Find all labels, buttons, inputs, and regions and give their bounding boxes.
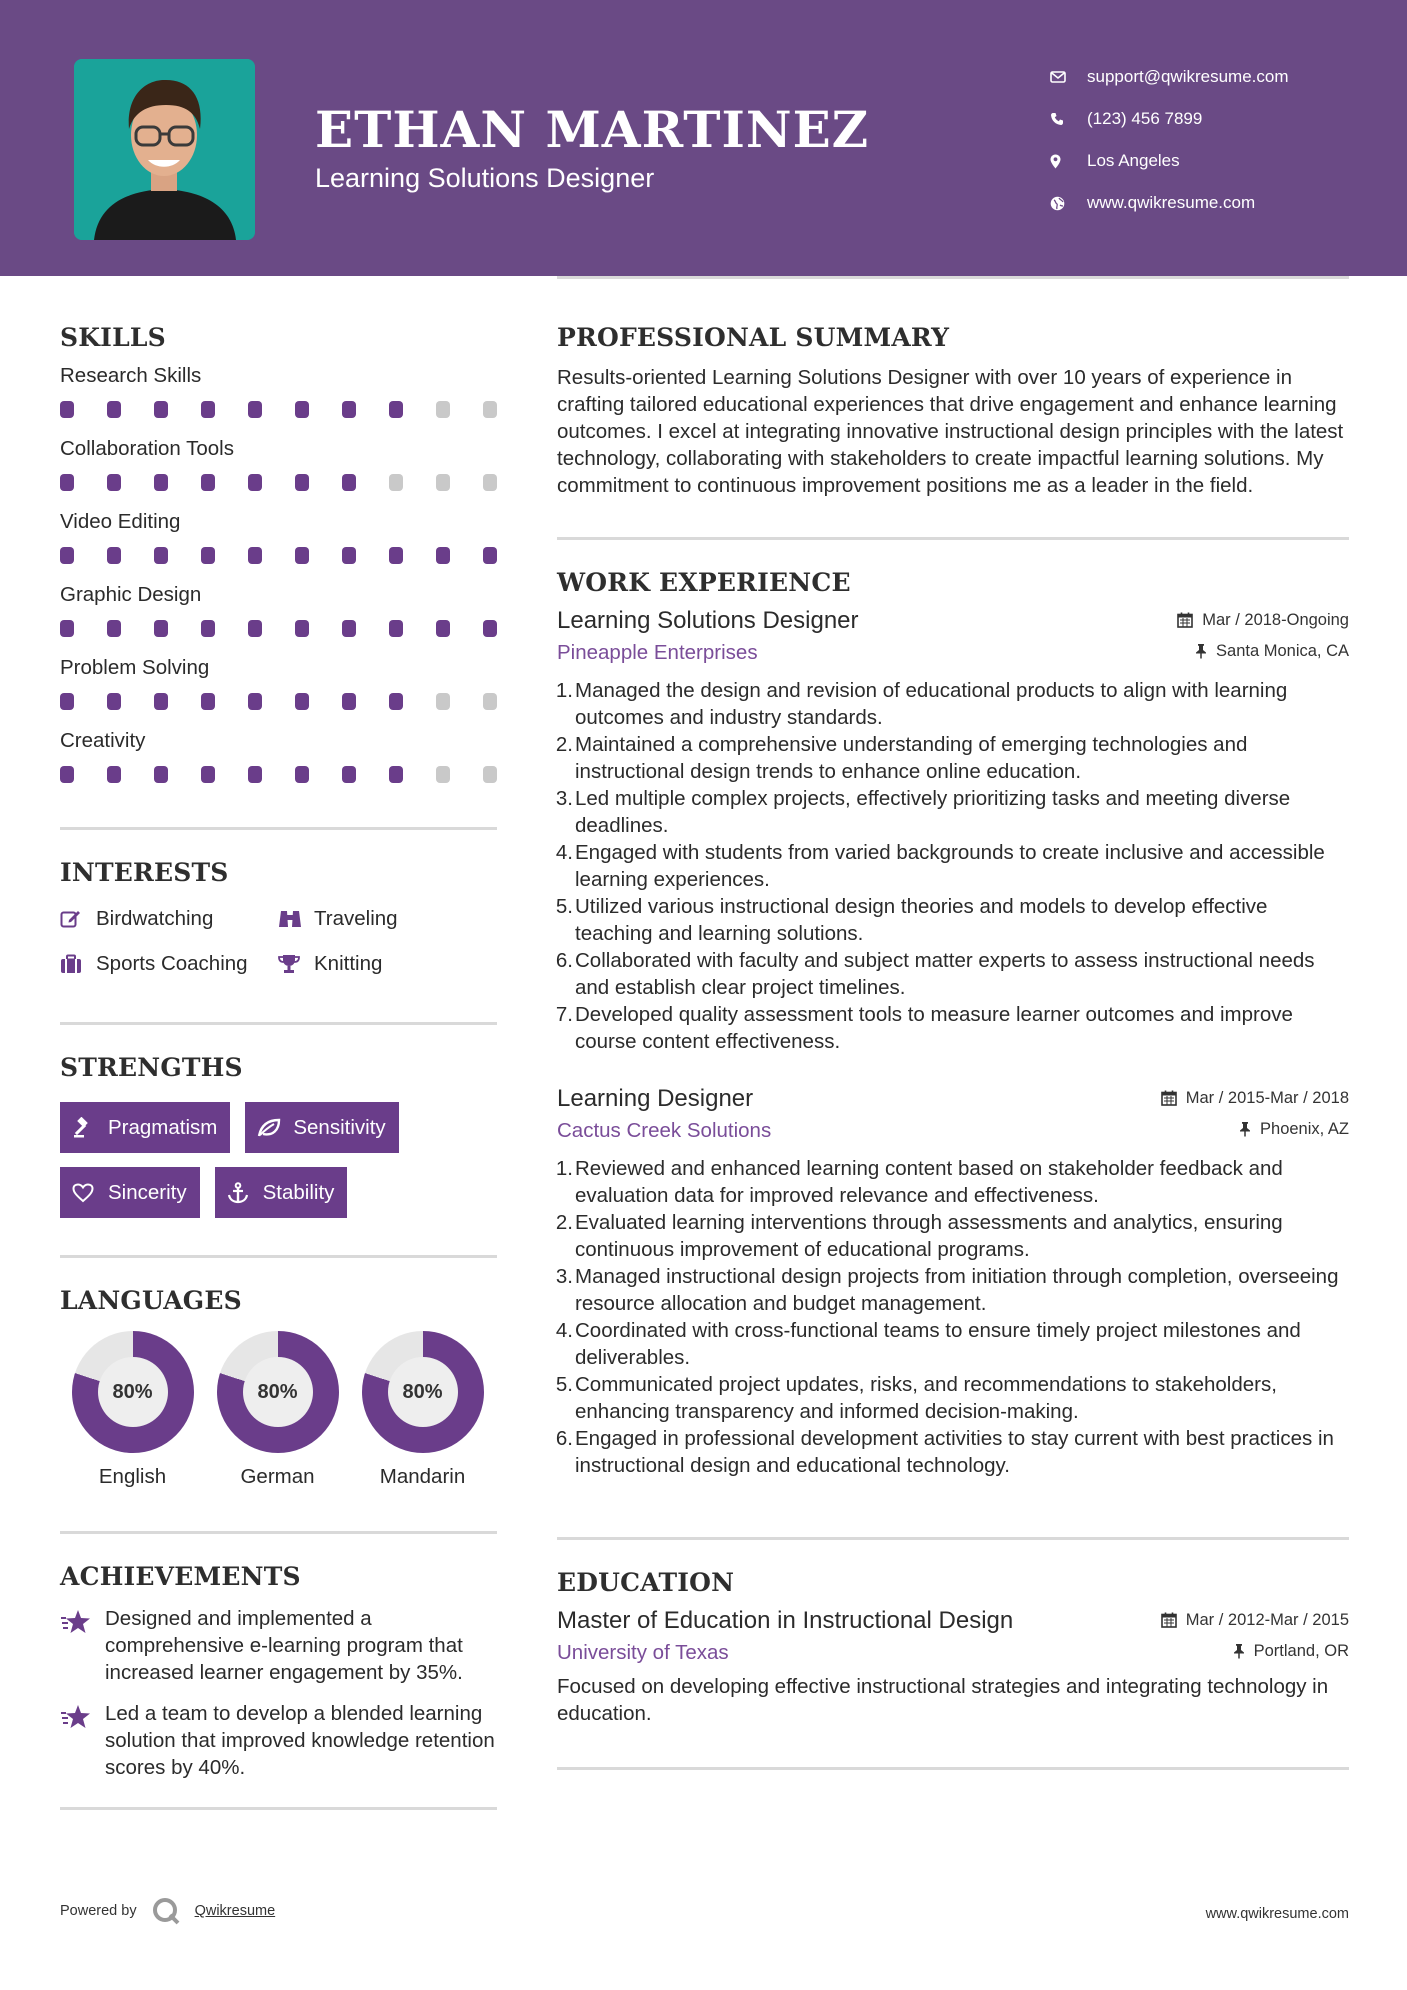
- section-divider: [557, 1767, 1349, 1770]
- achievement-item: [60, 1700, 497, 1781]
- duty-item: [557, 1263, 1349, 1317]
- job-title: Learning Designer: [557, 1085, 754, 1112]
- job-location-text: Santa Monica, CA: [1216, 641, 1349, 660]
- contact-location-text: Los Angeles: [1087, 151, 1180, 170]
- job-dates: [1161, 1089, 1349, 1108]
- duty-number: 4.: [555, 1319, 573, 1342]
- skills-title: SKILLS: [60, 323, 166, 352]
- job-subheader: [557, 1119, 1349, 1143]
- skill-rating: [60, 766, 497, 783]
- contact-email[interactable]: [1050, 56, 1380, 98]
- education-location: [1233, 1642, 1349, 1661]
- skill-dot-filled: [60, 474, 74, 491]
- skill-dot-filled: [107, 693, 121, 710]
- skill-dot-filled: [201, 547, 215, 564]
- duty-number: 4.: [555, 841, 573, 864]
- language-donut: [72, 1331, 194, 1453]
- job-dates: [1177, 611, 1349, 630]
- phone-icon: [1050, 112, 1087, 126]
- duty-text: Engaged in professional development activities to stay current with best practices in instructional design and educational technology.: [575, 1427, 1334, 1477]
- skill-item: [60, 581, 497, 637]
- duty-item: [557, 1317, 1349, 1371]
- qwikresume-link[interactable]: Qwikresume: [194, 1903, 276, 1919]
- interests-title: INTERESTS: [60, 858, 229, 887]
- resume-header: [0, 0, 1407, 276]
- language-donut: [217, 1331, 339, 1453]
- contact-email-text: support@qwikresume.com: [1087, 67, 1289, 86]
- duty-text: Developed quality assessment tools to measure learner outcomes and improve course content effectiveness.: [575, 1003, 1293, 1053]
- interests-list: [60, 905, 497, 977]
- powered-by-text: Powered by: [60, 1903, 137, 1919]
- work-title: WORK EXPERIENCE: [557, 568, 851, 597]
- job-location-text: Phoenix, AZ: [1260, 1119, 1349, 1138]
- skill-dot-filled: [201, 620, 215, 637]
- contact-list: [1050, 56, 1380, 224]
- language-percent: 80%: [98, 1357, 168, 1427]
- skill-dot-filled: [201, 401, 215, 418]
- section-divider: [60, 1255, 497, 1258]
- skill-name: Research Skills: [60, 364, 202, 387]
- skill-rating: [60, 693, 497, 710]
- interest-item: [278, 950, 478, 977]
- languages-list: [60, 1331, 497, 1489]
- duty-number: 5.: [555, 895, 573, 918]
- right-column: [557, 276, 1349, 1770]
- gavel-icon: [72, 1117, 108, 1139]
- language-item: [60, 1331, 205, 1489]
- education-header: [557, 1607, 1349, 1635]
- trophy-icon: [278, 954, 314, 974]
- strengths-title: STRENGTHS: [60, 1053, 243, 1082]
- summary-text: Results-oriented Learning Solutions Designer with over 10 years of experience in crafting tailored educational experiences that drive engagement and enhance learning outcomes. I excel at integrating innovative instructional design principles with the latest technology, collaborating with stakeholders to create impactful learning solutions. My commitment to continuous improvement positions me as a leader in the field.: [557, 366, 1344, 497]
- skill-dot-filled: [154, 766, 168, 783]
- education-description: Focused on developing effective instructional strategies and integrating technology in education.: [557, 1675, 1329, 1725]
- skill-dot-filled: [107, 474, 121, 491]
- left-column: [60, 276, 497, 1810]
- skill-item: [60, 508, 497, 564]
- star-icon: [60, 1700, 105, 1781]
- duty-text: Engaged with students from varied backgrounds to create inclusive and accessible learning experiences.: [575, 841, 1325, 891]
- degree-name: Master of Education in Instructional Design: [557, 1607, 1014, 1634]
- skill-name: Problem Solving: [60, 656, 210, 679]
- pushpin-icon: [1233, 1643, 1245, 1659]
- star-icon: [60, 1605, 105, 1686]
- achievement-item: [60, 1605, 497, 1686]
- duty-item: [557, 1425, 1349, 1479]
- skill-dot-filled: [483, 620, 497, 637]
- skill-dot-filled: [342, 474, 356, 491]
- skill-dot-filled: [248, 547, 262, 564]
- duty-item: [557, 731, 1349, 785]
- skill-dot-filled: [342, 620, 356, 637]
- skill-name: Collaboration Tools: [60, 437, 234, 460]
- achievements-title: ACHIEVEMENTS: [60, 1562, 301, 1591]
- duty-number: 7.: [555, 1003, 573, 1026]
- job-header: [557, 607, 1349, 635]
- duty-text: Maintained a comprehensive understanding of emerging technologies and instructional design trends to enhance online education.: [575, 733, 1248, 783]
- skill-name: Graphic Design: [60, 583, 202, 606]
- job-duties: [557, 1155, 1349, 1479]
- skill-dot-filled: [295, 766, 309, 783]
- skill-dot-filled: [201, 693, 215, 710]
- language-donut: [362, 1331, 484, 1453]
- duty-text: Led multiple complex projects, effectively prioritizing tasks and meeting diverse deadlines.: [575, 787, 1291, 837]
- anchor-icon: [227, 1182, 263, 1204]
- languages-title: LANGUAGES: [60, 1286, 242, 1315]
- language-item: [205, 1331, 350, 1489]
- language-percent: 80%: [388, 1357, 458, 1427]
- job-entry: [557, 607, 1349, 1055]
- duty-number: 1.: [555, 1157, 573, 1180]
- skill-dot-empty: [436, 474, 450, 491]
- duty-number: 6.: [555, 1427, 573, 1450]
- language-item: [350, 1331, 495, 1489]
- job-location: [1239, 1120, 1349, 1139]
- skill-dot-filled: [60, 620, 74, 637]
- duty-text: Utilized various instructional design theories and models to develop effective teaching and learning solutions.: [575, 895, 1268, 945]
- job-title: Learning Solutions Designer: [557, 607, 859, 634]
- skill-dot-empty: [483, 766, 497, 783]
- skill-dot-filled: [201, 474, 215, 491]
- duty-item: [557, 1209, 1349, 1263]
- interest-label: Sports Coaching: [96, 951, 248, 975]
- envelope-icon: [1050, 71, 1087, 83]
- skill-dot-filled: [154, 474, 168, 491]
- heart-icon: [72, 1183, 108, 1203]
- job-duties: [557, 677, 1349, 1055]
- globe-icon: [1050, 196, 1087, 211]
- job-dates-text: Mar / 2018-Ongoing: [1202, 610, 1349, 629]
- suitcase-icon: [60, 954, 96, 974]
- skill-dot-filled: [295, 693, 309, 710]
- company-name: Pineapple Enterprises: [557, 641, 758, 664]
- binoculars-icon: [278, 909, 314, 929]
- skill-dot-filled: [107, 547, 121, 564]
- skill-dot-filled: [389, 620, 403, 637]
- duty-text: Communicated project updates, risks, and recommendations to stakeholders, enhancing transparency and informed decision-making.: [575, 1373, 1277, 1423]
- duty-number: 6.: [555, 949, 573, 972]
- skill-dot-filled: [436, 547, 450, 564]
- education-dates: [1161, 1611, 1349, 1630]
- skill-dot-filled: [248, 693, 262, 710]
- leaf-icon: [257, 1118, 293, 1138]
- skill-dot-filled: [295, 547, 309, 564]
- job-header: [557, 1085, 1349, 1113]
- header-divider: [557, 276, 1349, 279]
- section-divider: [60, 1022, 497, 1025]
- skill-rating: [60, 474, 497, 491]
- skills-list: [60, 362, 497, 783]
- contact-phone[interactable]: [1050, 98, 1380, 140]
- skill-dot-filled: [342, 766, 356, 783]
- pushpin-icon: [1195, 643, 1207, 659]
- skill-item: [60, 727, 497, 783]
- skill-name: Creativity: [60, 729, 146, 752]
- school-name: University of Texas: [557, 1641, 729, 1664]
- skill-dot-empty: [483, 474, 497, 491]
- skill-dot-filled: [436, 620, 450, 637]
- strength-tag: [60, 1167, 200, 1218]
- section-divider: [557, 537, 1349, 540]
- interest-label: Birdwatching: [96, 906, 214, 930]
- skill-dot-filled: [389, 766, 403, 783]
- skill-dot-filled: [107, 401, 121, 418]
- section-divider: [557, 1537, 1349, 1540]
- skill-dot-filled: [295, 401, 309, 418]
- contact-phone-text: (123) 456 7899: [1087, 109, 1203, 128]
- skill-dot-filled: [248, 766, 262, 783]
- language-name: German: [240, 1465, 315, 1488]
- language-percent: 80%: [243, 1357, 313, 1427]
- strength-label: Pragmatism: [108, 1115, 218, 1139]
- skill-item: [60, 654, 497, 710]
- duty-number: 5.: [555, 1373, 573, 1396]
- skill-dot-filled: [107, 766, 121, 783]
- skill-name: Video Editing: [60, 510, 181, 533]
- duty-number: 3.: [555, 1265, 573, 1288]
- skill-dot-filled: [342, 547, 356, 564]
- language-name: English: [98, 1465, 167, 1488]
- interest-item: [60, 950, 278, 977]
- skill-dot-filled: [342, 401, 356, 418]
- summary-title: PROFESSIONAL SUMMARY: [557, 323, 950, 352]
- achievement-text: Led a team to develop a blended learning solution that improved knowledge retention scores by 40%.: [105, 1702, 495, 1779]
- footer-url[interactable]: www.qwikresume.com: [1205, 1906, 1349, 1922]
- interest-item: [278, 905, 478, 932]
- contact-website[interactable]: [1050, 182, 1380, 224]
- duty-item: [557, 1155, 1349, 1209]
- skill-dot-filled: [60, 766, 74, 783]
- strength-tag: [215, 1167, 348, 1218]
- skill-dot-empty: [436, 401, 450, 418]
- skill-rating: [60, 620, 497, 637]
- skill-rating: [60, 547, 497, 564]
- skill-dot-filled: [248, 401, 262, 418]
- duty-text: Managed the design and revision of educational products to align with learning outcomes and industry standards.: [575, 679, 1288, 729]
- duty-item: [557, 839, 1349, 893]
- skill-dot-filled: [295, 620, 309, 637]
- achievements-list: [60, 1605, 497, 1781]
- contact-website-text: www.qwikresume.com: [1087, 193, 1256, 212]
- footer-powered-by: [60, 1896, 275, 1926]
- skill-dot-empty: [436, 766, 450, 783]
- job-location: [1195, 642, 1349, 661]
- education-subheader: [557, 1641, 1349, 1665]
- candidate-name: ETHAN MARTINEZ: [315, 100, 870, 159]
- skill-dot-filled: [154, 620, 168, 637]
- profile-photo: [74, 59, 255, 240]
- duty-item: [557, 1371, 1349, 1425]
- duty-text: Reviewed and enhanced learning content based on stakeholder feedback and evaluation data for improved relevance and effectiveness.: [575, 1157, 1283, 1207]
- strength-tag: [245, 1102, 398, 1153]
- duty-item: [557, 1001, 1349, 1055]
- skill-item: [60, 435, 497, 491]
- skill-dot-filled: [154, 547, 168, 564]
- education-title: EDUCATION: [557, 1568, 735, 1597]
- strength-label: Sincerity: [108, 1180, 187, 1204]
- skill-dot-filled: [60, 693, 74, 710]
- duty-number: 2.: [555, 1211, 573, 1234]
- interest-label: Traveling: [314, 906, 398, 930]
- skill-dot-filled: [201, 766, 215, 783]
- candidate-title: Learning Solutions Designer: [315, 163, 655, 193]
- location-pin-icon: [1050, 154, 1087, 169]
- skill-dot-filled: [295, 474, 309, 491]
- skill-dot-filled: [248, 474, 262, 491]
- interest-label: Knitting: [314, 951, 383, 975]
- achievement-text: Designed and implemented a comprehensive e-learning program that increased learner engagement by 35%.: [105, 1607, 463, 1684]
- calendar-icon: [1161, 1612, 1177, 1628]
- pushpin-icon: [1239, 1121, 1251, 1137]
- calendar-icon: [1177, 612, 1193, 628]
- skill-rating: [60, 401, 497, 418]
- duty-item: [557, 677, 1349, 731]
- section-divider: [60, 1531, 497, 1534]
- strength-label: Sensitivity: [293, 1115, 386, 1139]
- skill-dot-filled: [389, 693, 403, 710]
- section-divider: [60, 827, 497, 830]
- education-location-text: Portland, OR: [1253, 1641, 1349, 1660]
- duty-number: 1.: [555, 679, 573, 702]
- language-name: Mandarin: [379, 1465, 466, 1488]
- education-entry: [557, 1607, 1349, 1727]
- strength-tag: [60, 1102, 230, 1153]
- duty-number: 2.: [555, 733, 573, 756]
- skill-item: [60, 362, 497, 418]
- skill-dot-filled: [60, 547, 74, 564]
- duty-text: Collaborated with faculty and subject matter experts to assess instructional needs and establish clear project timelines.: [575, 949, 1315, 999]
- person-portrait-icon: [74, 59, 255, 240]
- skill-dot-filled: [389, 401, 403, 418]
- skill-dot-empty: [389, 474, 403, 491]
- skill-dot-filled: [154, 693, 168, 710]
- company-name: Cactus Creek Solutions: [557, 1119, 772, 1142]
- calendar-icon: [1161, 1090, 1177, 1106]
- duty-text: Coordinated with cross-functional teams to ensure timely project milestones and deliverables.: [575, 1319, 1301, 1369]
- skill-dot-filled: [60, 401, 74, 418]
- strengths-list: [60, 1102, 497, 1232]
- skill-dot-filled: [154, 401, 168, 418]
- skill-dot-filled: [248, 620, 262, 637]
- job-subheader: [557, 641, 1349, 665]
- skill-dot-empty: [436, 693, 450, 710]
- duty-text: Managed instructional design projects from initiation through completion, overseeing resource allocation and budget management.: [575, 1265, 1339, 1315]
- skill-dot-filled: [389, 547, 403, 564]
- skill-dot-filled: [342, 693, 356, 710]
- skill-dot-filled: [483, 547, 497, 564]
- section-divider: [60, 1807, 497, 1810]
- duty-text: Evaluated learning interventions through assessments and analytics, ensuring continuous improvement of educational programs.: [575, 1211, 1283, 1261]
- duty-item: [557, 893, 1349, 947]
- edit-icon: [60, 909, 96, 929]
- skill-dot-empty: [483, 693, 497, 710]
- strength-label: Stability: [262, 1180, 335, 1204]
- interest-item: [60, 905, 278, 932]
- contact-location: [1050, 140, 1380, 182]
- duty-number: 3.: [555, 787, 573, 810]
- skill-dot-empty: [483, 401, 497, 418]
- education-dates-text: Mar / 2012-Mar / 2015: [1185, 1610, 1349, 1629]
- skill-dot-filled: [107, 620, 121, 637]
- qwikresume-logo-icon: [151, 1896, 181, 1926]
- job-entry: [557, 1085, 1349, 1479]
- duty-item: [557, 947, 1349, 1001]
- duty-item: [557, 785, 1349, 839]
- job-dates-text: Mar / 2015-Mar / 2018: [1185, 1088, 1349, 1107]
